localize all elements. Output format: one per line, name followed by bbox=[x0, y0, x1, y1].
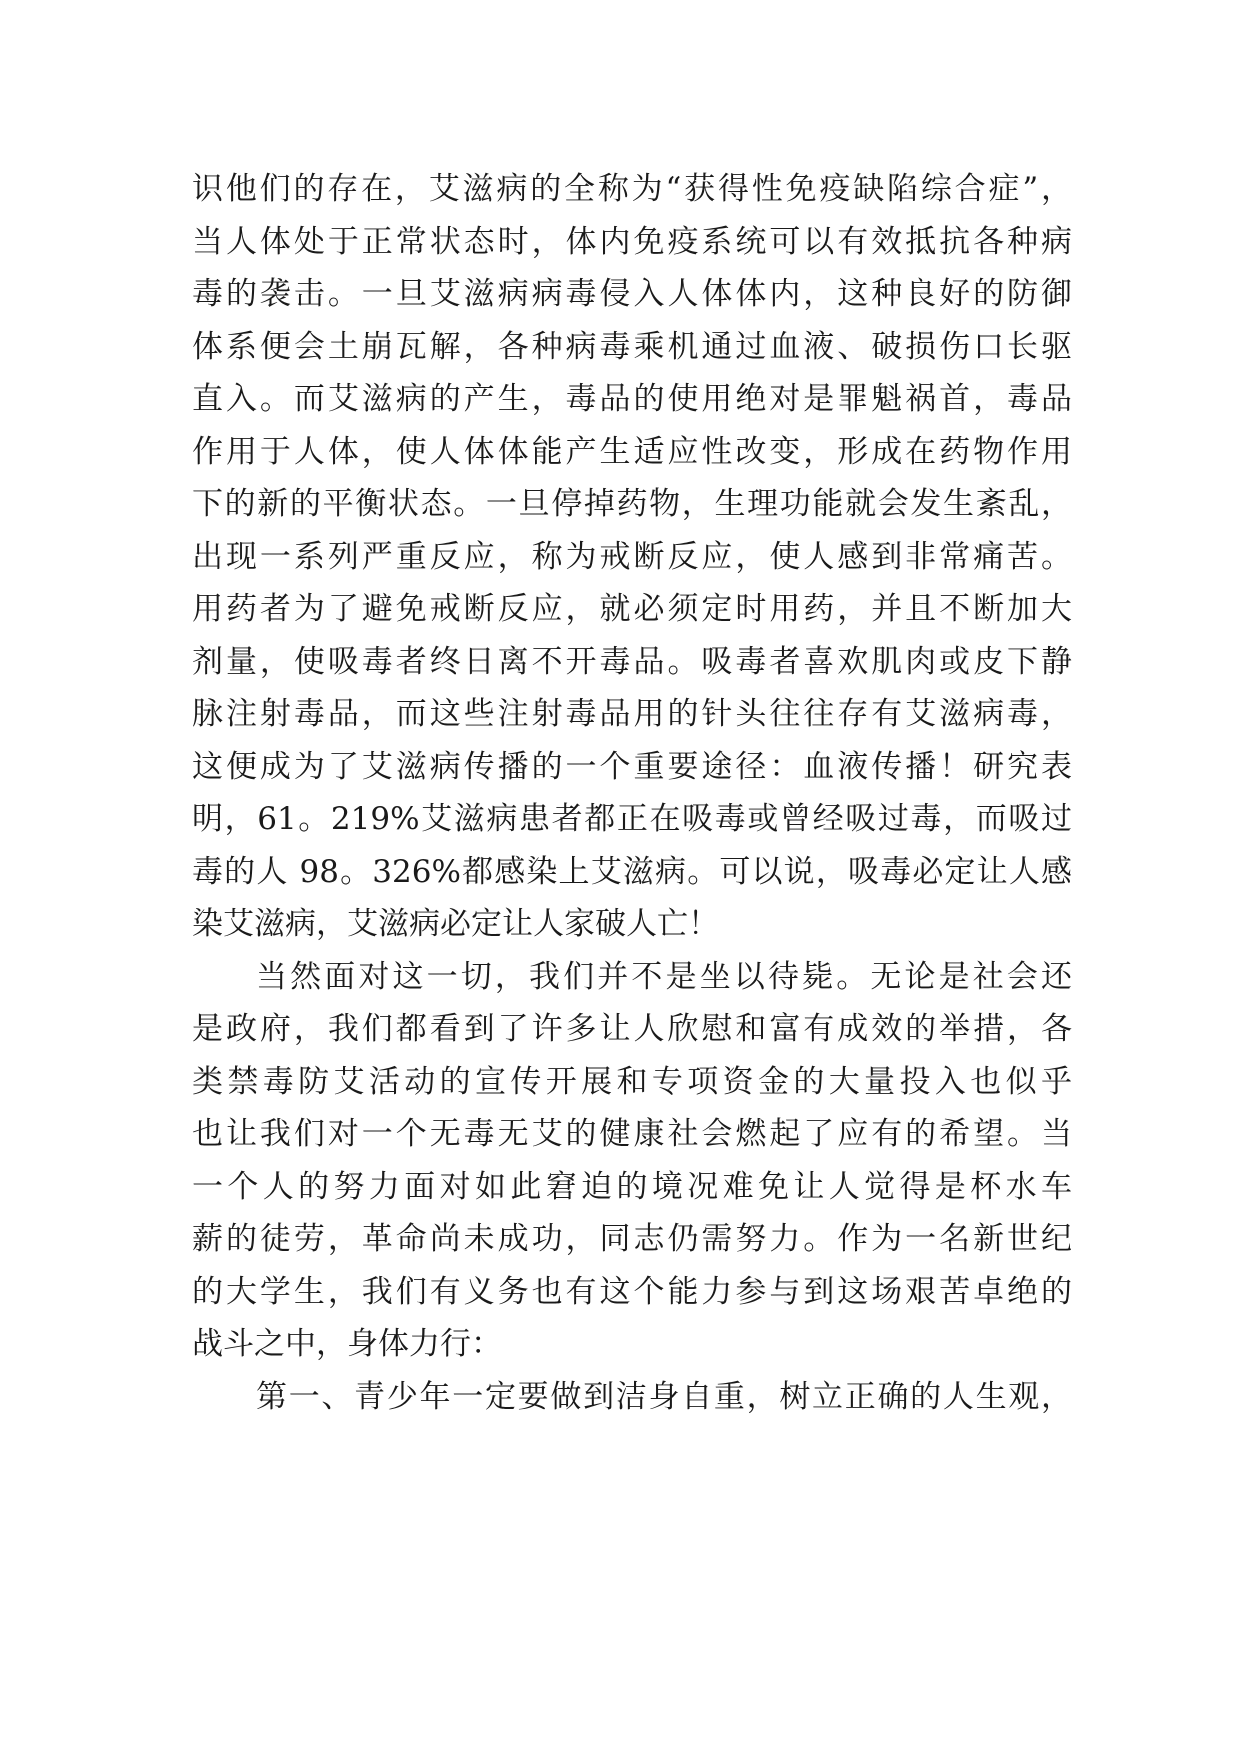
text-line: 染艾滋病，艾滋病必定让人家破人亡！ bbox=[192, 906, 719, 942]
text-line: 下的新的平衡状态。一旦停掉药物，生理功能就会发生紊乱， bbox=[192, 486, 1072, 522]
text-line: 一个人的努力面对如此窘迫的境况难免让人觉得是杯水车 bbox=[192, 1168, 1072, 1205]
text-line: 也让我们对一个无毒无艾的健康社会燃起了应有的希望。当 bbox=[192, 1116, 1072, 1152]
paragraph-start-line: 第一、青少年一定要做到洁身自重，树立正确的人生观， bbox=[256, 1378, 1072, 1415]
text-line: 体系便会土崩瓦解，各种病毒乘机通过血液、破损伤口长驱 bbox=[192, 328, 1072, 365]
text-line: 明，61。219%艾滋病患者都正在吸毒或曾经吸过毒，而吸过 bbox=[192, 801, 1072, 837]
text-line: 识他们的存在，艾滋病的全称为“获得性免疫缺陷综合症”， bbox=[192, 171, 1072, 207]
paragraph-start-line: 当然面对这一切，我们并不是坐以待毙。无论是社会还 bbox=[256, 958, 1072, 995]
text-line: 出现一系列严重反应，称为戒断反应，使人感到非常痛苦。 bbox=[192, 538, 1072, 575]
text-line: 是政府，我们都看到了许多让人欣慰和富有成效的举措，各 bbox=[192, 1011, 1072, 1047]
text-line: 的大学生，我们有义务也有这个能力参与到这场艰苦卓绝的 bbox=[192, 1273, 1072, 1310]
text-line: 毒的袭击。一旦艾滋病病毒侵入人体体内，这种良好的防御 bbox=[192, 276, 1072, 312]
text-line: 脉注射毒品，而这些注射毒品用的针头往往存有艾滋病毒， bbox=[192, 696, 1072, 732]
text-line: 类禁毒防艾活动的宣传开展和专项资金的大量投入也似乎 bbox=[192, 1063, 1072, 1100]
text-line: 这便成为了艾滋病传播的一个重要途径：血液传播！研究表 bbox=[192, 748, 1072, 785]
text-line: 作用于人体，使人体体能产生适应性改变，形成在药物作用 bbox=[192, 433, 1072, 470]
body-text bbox=[192, 163, 1072, 1423]
text-line: 薪的徒劳，革命尚未成功，同志仍需努力。作为一名新世纪 bbox=[192, 1221, 1072, 1257]
text-line: 直入。而艾滋病的产生，毒品的使用绝对是罪魁祸首，毒品 bbox=[192, 381, 1072, 417]
text-line: 剂量，使吸毒者终日离不开毒品。吸毒者喜欢肌肉或皮下静 bbox=[192, 643, 1072, 680]
text-line: 战斗之中，身体力行： bbox=[192, 1326, 502, 1362]
text-line: 当人体处于正常状态时，体内免疫系统可以有效抵抗各种病 bbox=[192, 223, 1072, 260]
text-line: 毒的人 98。326%都感染上艾滋病。可以说，吸毒必定让人感 bbox=[192, 853, 1072, 890]
text-line: 用药者为了避免戒断反应，就必须定时用药，并且不断加大 bbox=[192, 591, 1072, 627]
